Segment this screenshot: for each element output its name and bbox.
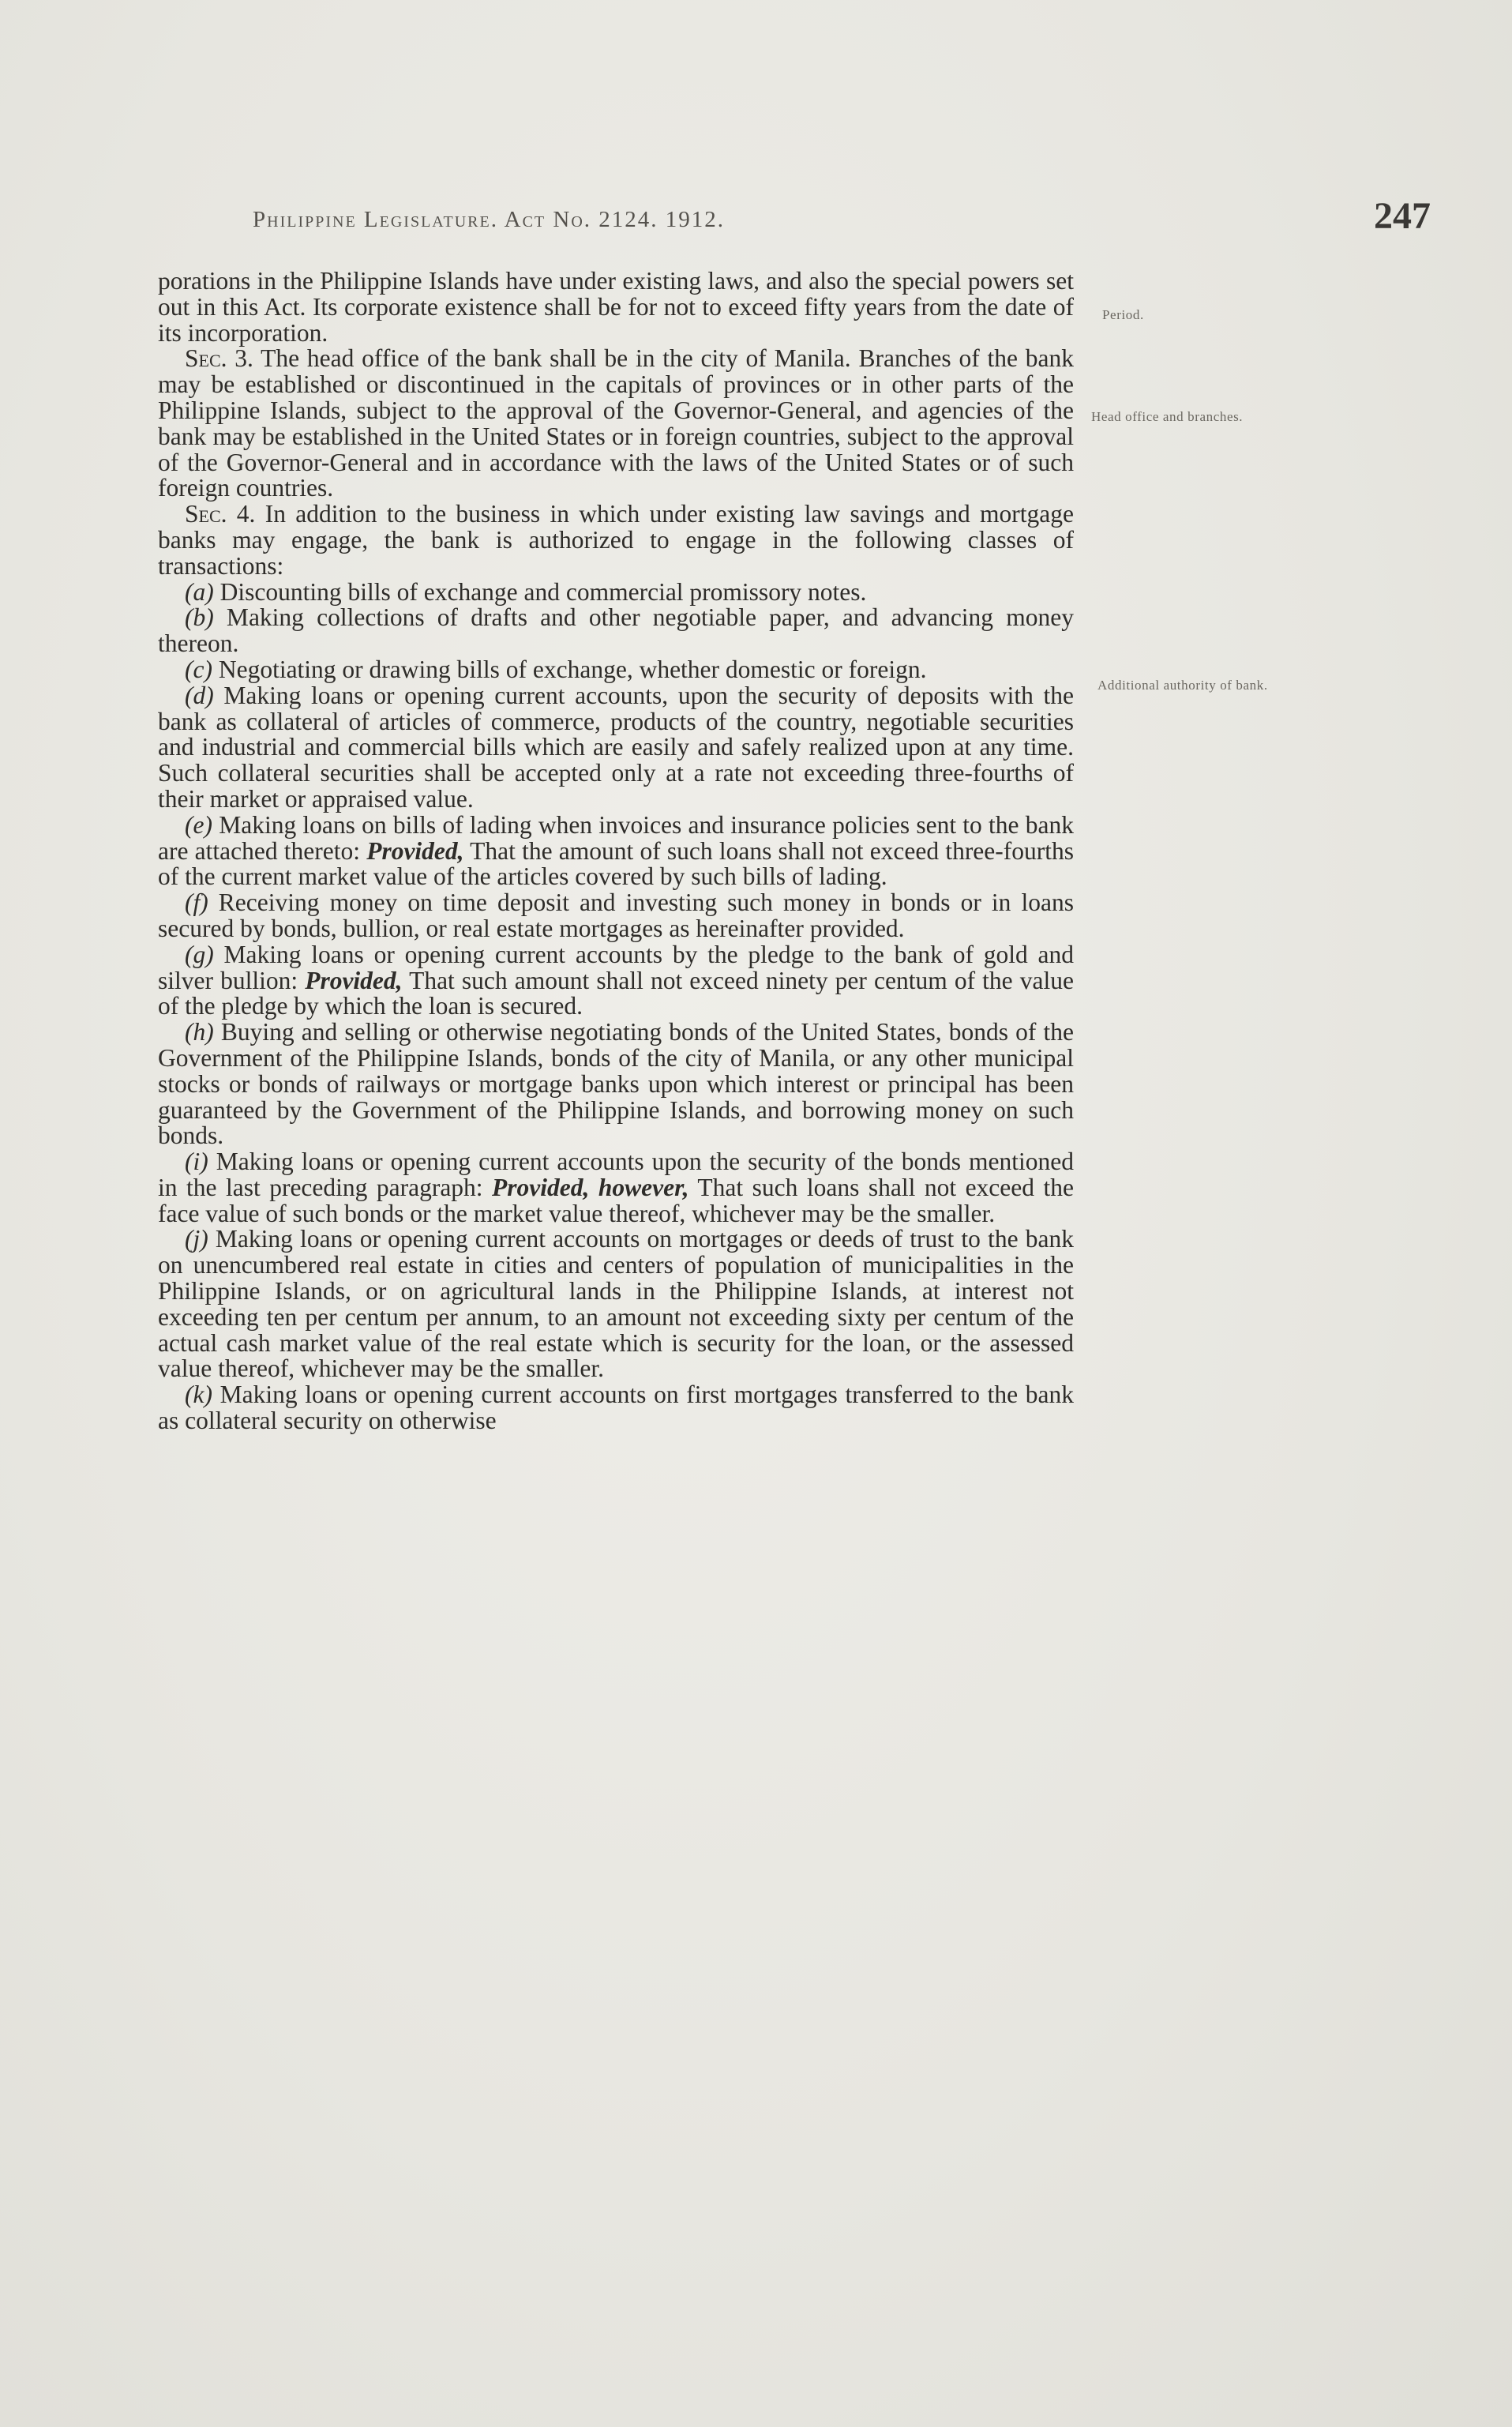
item-text: Discounting bills of exchange and commercial promissory notes. bbox=[213, 577, 867, 606]
section-text: In addition to the business in which under existing law savings and mortgage banks may engage, the bank is authorized to engage in the following classes of transactions: bbox=[158, 500, 1074, 580]
item-label: (j) bbox=[185, 1225, 208, 1253]
section-text: The head office of the bank shall be in the city of Manila. Branches of the bank may be established or discontinued in the capitals of provinces or in other parts of the Philippine Islands, subject to the approval of the Governor-General, and agencies of the bank may be established in the United States or in foreign countries, subject to the approval of the Governor-General and in accordance with the laws of the United States or of such foreign countries. bbox=[158, 344, 1074, 502]
item-text: That such loans shall not exceed the face value of such bonds or the market value thereof, whichever may be the smaller. bbox=[158, 1173, 1074, 1227]
item-text: That the amount of such loans shall not exceed three-fourths of the current market value of the articles covered by such bills of lading. bbox=[158, 836, 1075, 891]
item-g bbox=[158, 942, 1074, 1020]
proviso: Provided, however, bbox=[492, 1173, 689, 1201]
page-number: 247 bbox=[1374, 195, 1431, 237]
item-b bbox=[158, 605, 1074, 657]
paragraph-sec-4 bbox=[158, 502, 1074, 579]
item-text: Making loans or opening current accounts upon the security of the bonds mentioned in the last preceding paragraph: bbox=[158, 1148, 1074, 1201]
item-h bbox=[158, 1020, 1074, 1149]
item-text: Making loans or opening current accounts by the pledge to the bank of gold and silver bullion: bbox=[158, 940, 1074, 994]
item-text: Receiving money on time deposit and investing such money in bonds or in loans secured by bonds, bullion, or real estate mortgages as hereinafter provided. bbox=[158, 889, 1074, 942]
item-label: (e) bbox=[185, 810, 212, 839]
item-c bbox=[158, 657, 1074, 683]
item-label: (i) bbox=[185, 1148, 208, 1176]
item-d bbox=[158, 683, 1074, 813]
paragraph-intro: porations in the Philippine Islands have under existing laws, and also the special powers set out in this Act. Its corporate existence shall be for not to exceed fifty years from the date of its incorporation. bbox=[158, 267, 1074, 347]
margin-note-additional-authority: Additional authority of bank. bbox=[1097, 678, 1268, 693]
item-label: (d) bbox=[185, 681, 214, 709]
item-j bbox=[158, 1227, 1074, 1382]
body-text bbox=[158, 269, 1074, 1434]
item-k bbox=[158, 1382, 1074, 1434]
item-a bbox=[158, 577, 1074, 606]
margin-note-period: Period. bbox=[1102, 307, 1144, 322]
item-text: That such amount shall not exceed ninety per centum of the value of the pledge by which the loan is secured. bbox=[158, 966, 1074, 1020]
item-e bbox=[158, 810, 1075, 891]
proviso: Provided, bbox=[366, 836, 464, 865]
item-f bbox=[158, 890, 1074, 942]
item-text: Making loans on bills of lading when invoices and insurance policies sent to the bank are attached thereto: bbox=[158, 810, 1074, 865]
item-label: (g) bbox=[185, 940, 214, 968]
item-text: Making loans or opening current accounts on mortgages or deeds of trust to the bank on unencumbered real estate in cities and centers of population of municipalities in the Philippine Islands, or on agricultural lands in the Philippine Islands, at interest not exceeding ten per centum per annum, to an amount not exceeding sixty per centum of the actual cash market value of the real estate which is security for the loan, or the assessed value thereof, whichever may be the smaller. bbox=[158, 1225, 1074, 1383]
item-label: (k) bbox=[185, 1381, 212, 1409]
paragraph-sec-3 bbox=[158, 346, 1074, 502]
item-text: Making loans or opening current accounts on first mortgages transferred to the bank as collateral security on otherwise bbox=[158, 1381, 1074, 1435]
item-label: (a) bbox=[185, 577, 214, 606]
item-label: (b) bbox=[185, 603, 214, 632]
proviso: Provided, bbox=[305, 966, 403, 994]
item-text: Making collections of drafts and other negotiable paper, and advancing money thereon. bbox=[158, 603, 1074, 658]
item-label: (f) bbox=[185, 889, 208, 917]
margin-note-head-office: Head office and branches. bbox=[1091, 409, 1244, 424]
section-label: Sec. 4. bbox=[185, 500, 256, 528]
section-label: Sec. 3. bbox=[185, 344, 253, 373]
item-text: Buying and selling or otherwise negotiating bonds of the United States, bonds of the Government of the Philippine Islands, bonds of the city of Manila, or any other municipal stocks or bonds of railways or mortgage banks upon which interest or principal has been guaranteed by the Government of the Philippine Islands, and borrowing money on such bonds. bbox=[158, 1018, 1074, 1150]
item-label: (h) bbox=[185, 1018, 214, 1046]
item-i bbox=[158, 1149, 1074, 1227]
item-text: Negotiating or drawing bills of exchange, whether domestic or foreign. bbox=[212, 655, 927, 683]
running-head: Philippine Legislature. Act No. 2124. 1912. bbox=[253, 207, 726, 232]
item-label: (c) bbox=[185, 655, 212, 683]
item-text: Making loans or opening current accounts, upon the security of deposits with the bank as collateral of articles of commerce, products of the country, negotiable securities and industrial and commercial bills which are easily and safely realized upon at any time. Such collateral securities shall be accepted only at a rate not exceeding three-fourths of their market or appraised value. bbox=[158, 681, 1074, 813]
